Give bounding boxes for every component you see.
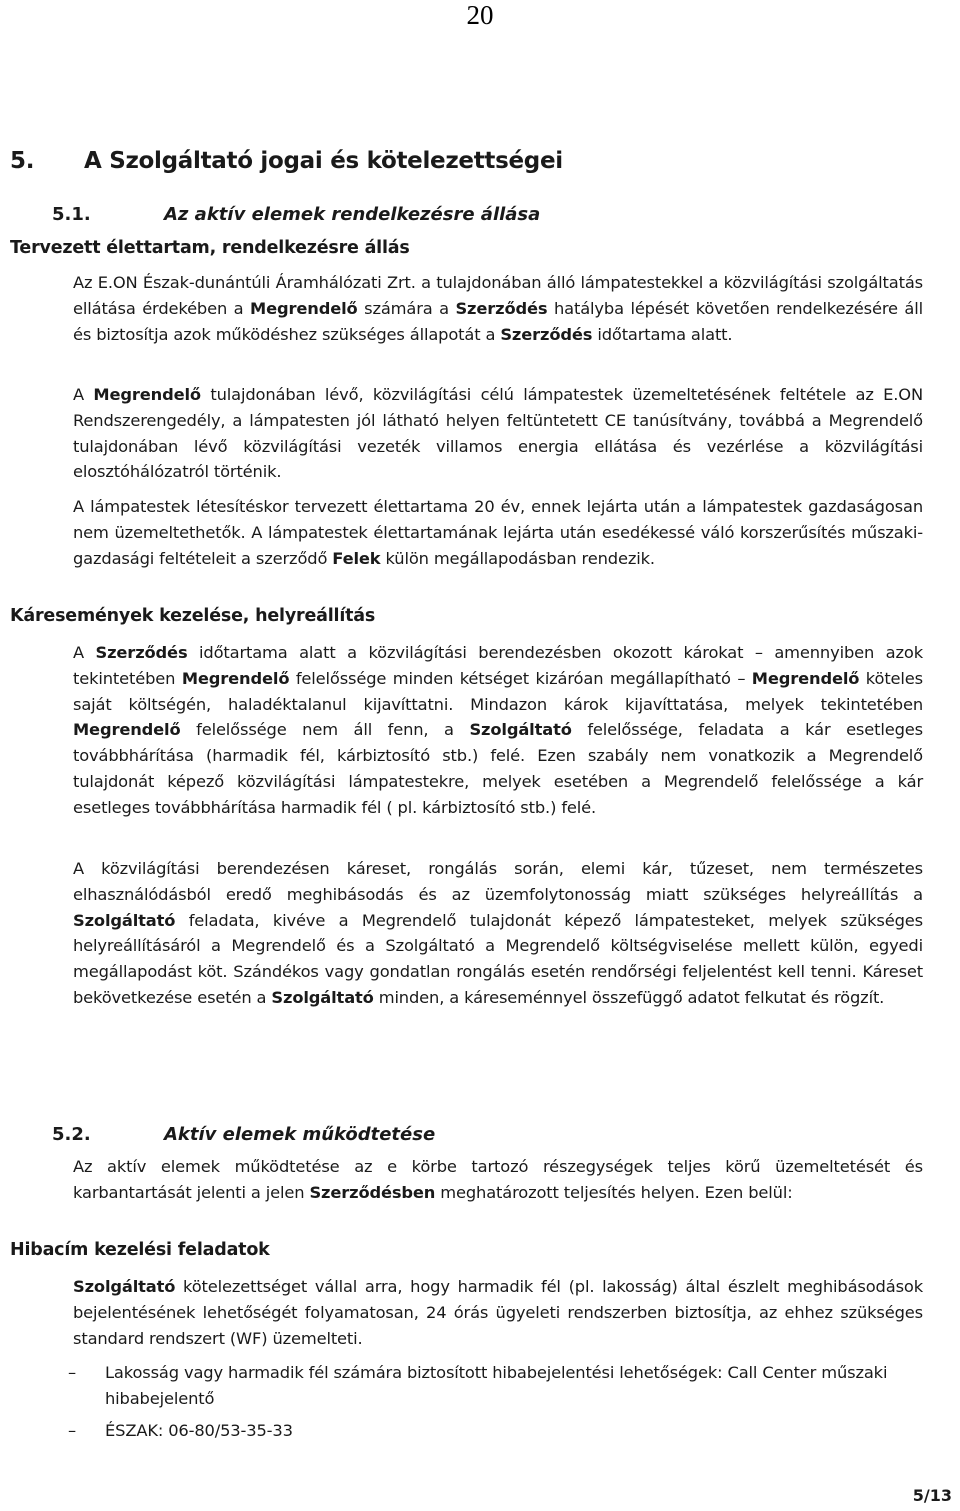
section-title: A Szolgáltató jogai és kötelezettségei: [84, 148, 563, 174]
list-item-text: Lakosság vagy harmadik fél számára biztosított hibabejelentési lehetőségek: Call Center műszaki hibabejelentő: [105, 1363, 888, 1408]
page-number: 20: [466, 0, 494, 30]
paragraph-1: Az E.ON Észak-dunántúli Áramhálózati Zrt. a tulajdonában álló lámpatestekkel a közvilágítási szolgáltatás ellátása érdekében a Megrendelő számára a Szerződés hatályba lépését követően rendelkezésére áll és biztosítja azok működéshez szükséges állapotát a Szerződés időtartama alatt.: [73, 273, 923, 344]
paragraph-2: A Megrendelő tulajdonában lévő, közvilágítási célú lámpatestek üzemeltetésének feltétele az E.ON Rendszerengedély, a lámpatesten jól látható helyen feltüntetett CE tanúsítvány, továbbá a Megrendelő tulajdonában lévő közvilágítási vezeték villamos energia ellátása és vezérlése a közvilágítási elosztóhálózatról történik.: [73, 385, 923, 482]
paragraph-7: Szolgáltató kötelezettséget vállal arra, hogy harmadik fél (pl. lakosság) által észlelt meghibásodások bejelentésének lehetőségét folyamatosan, 24 órás ügyeleti rendszerben biztosítja, az ehhez szükséges standard rendszert (WF) üzemelteti.: [73, 1277, 923, 1348]
section-heading: [10, 148, 563, 174]
dash-bullet: –: [68, 1421, 76, 1440]
subsection-title: Az aktív elemek rendelkezésre állása: [164, 204, 541, 225]
subsection-number: 5.1.: [52, 204, 91, 225]
subsection-heading-5-2: [52, 1124, 435, 1145]
paragraph-3: A lámpatestek létesítéskor tervezett élettartama 20 év, ennek lejárta után a lámpatestek gazdaságosan nem üzemeltethetők. A lámpatestek élettartamának lejárta után esedékessé váló korszerűsítés műszaki-gazdasági feltételeit a szerződő Felek külön megállapodásban rendezik.: [73, 497, 923, 568]
dash-bullet: –: [68, 1363, 76, 1382]
footer-page-counter: 5/13: [912, 1486, 952, 1505]
subsection-number: 5.2.: [52, 1124, 91, 1145]
heading-tervezett: Tervezett élettartam, rendelkezésre állás: [10, 238, 410, 258]
paragraph-5: A közvilágítási berendezésen káreset, rongálás során, elemi kár, tűzeset, nem természetes elhasználódásból eredő meghibásodás és az üzemfolytonosság miatt szükséges helyreállítás a Szolgáltató feladata, kivéve a Megrendelő tulajdonát képező lámpatesteket, melyek szükséges helyreállításáról a Megrendelő és a Szolgáltató a Megrendelő költségviselése mellett külön, egyedi megállapodást köt. Szándékos vagy gondatlan rongálás esetén rendőrségi feljelentést kell tenni. Káreset bekövetkezése esetén a Szolgáltató minden, a káreseménnyel összefüggő adatot felkutat és rögzít.: [73, 859, 923, 1007]
paragraph-4: A Szerződés időtartama alatt a közvilágítási berendezésben okozott károkat – amennyiben azok tekintetében Megrendelő felelőssége minden kétséget kizáróan megállapítható – Megrendelő köteles saját költségén, haladéktalanul kijavíttatni. Mindazon károk kijavíttatása, melyek tekintetében Megrendelő felelőssége nem áll fenn, a Szolgáltató felelőssége, feladata a kár esetleges továbbhárítása (harmadik fél, kárbiztosító stb.) felé. Ezen szabály nem vonatkozik a Megrendelő tulajdonát képező közvilágítási lámpatestekre, melyek esetében a Megrendelő felelőssége a kár esetleges továbbhárítása harmadik fél ( pl. kárbiztosító stb.) felé.: [73, 643, 923, 817]
paragraph-6: Az aktív elemek működtetése az e körbe tartozó részegységek teljes körű üzemeltetését és karbantartását jelenti a jelen Szerződésben meghatározott teljesítés helyen. Ezen belül:: [73, 1157, 923, 1202]
list-item-text: ÉSZAK: 06-80/53-35-33: [105, 1421, 293, 1440]
heading-kareset: Káresemények kezelése, helyreállítás: [10, 606, 376, 626]
subsection-heading-5-1: [52, 204, 540, 225]
section-number: 5.: [10, 148, 35, 174]
subsection-title: Aktív elemek működtetése: [164, 1124, 436, 1145]
heading-hibacim: Hibacím kezelési feladatok: [10, 1240, 270, 1260]
